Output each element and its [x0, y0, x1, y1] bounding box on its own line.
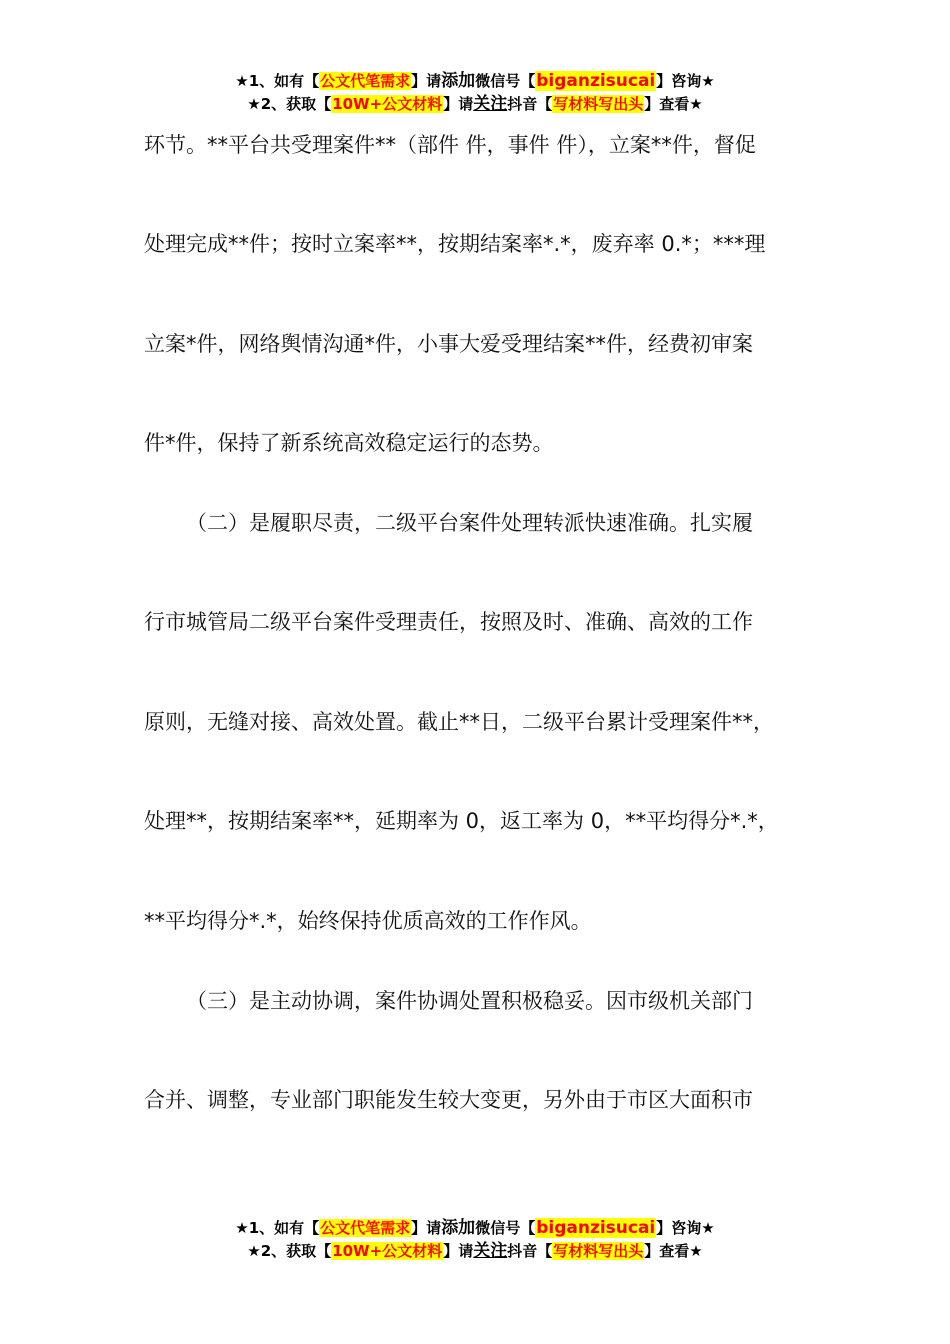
banner-emphasis: 关注 [473, 1241, 508, 1261]
body-line: 件*件，保持了新系统高效稳定运行的态势。 [144, 431, 554, 455]
banner-text: ★1、如有【 [235, 72, 320, 90]
banner-line-2 [0, 1240, 950, 1263]
banner-highlight: 写材料写出头 [553, 1242, 644, 1260]
banner-line-1 [0, 70, 950, 93]
banner-highlight: biganzisucai [536, 71, 656, 91]
banner-text: 】查看★ [644, 1242, 703, 1260]
body-line: **平均得分*.*，始终保持优质高效的工作作风。 [144, 909, 592, 933]
banner-highlight: 写材料写出头 [553, 95, 644, 113]
banner-text: ★2、获取【 [247, 95, 332, 113]
body-line: 处理**，按期结案率**，延期率为 0，返工率为 0，**平均得分*.*， [144, 809, 779, 833]
banner-text: 抖音【 [507, 1242, 553, 1260]
banner-text: ★1、如有【 [235, 1219, 320, 1237]
footer-banner [0, 1217, 950, 1263]
body-line: 原则，无缝对接、高效处置。截止**日，二级平台累计受理案件**， [144, 710, 774, 734]
banner-text: 】咨询★ [656, 72, 715, 90]
paragraph-start-line: （二）是履职尽责，二级平台案件处理转派快速准确。扎实履 [186, 511, 753, 535]
header-banner [0, 70, 950, 116]
paragraph-start-line: （三）是主动协调，案件协调处置积极稳妥。因市级机关部门 [186, 989, 753, 1013]
banner-highlight: 公文代笔需求 [320, 72, 411, 90]
banner-text: ★2、获取【 [247, 1242, 332, 1260]
body-line: 环节。**平台共受理案件**（部件 件，事件 件），立案**件，督促 [144, 133, 756, 157]
banner-text: 微信号【 [475, 72, 536, 90]
body-line: 行市城管局二级平台案件受理责任，按照及时、准确、高效的工作 [144, 610, 753, 634]
body-line: 合并、调整，专业部门职能发生较大变更，另外由于市区大面积市 [144, 1088, 753, 1112]
banner-text: 抖音【 [507, 95, 553, 113]
banner-highlight: biganzisucai [536, 1218, 656, 1238]
banner-emphasis: 关注 [473, 94, 508, 114]
banner-emphasis: 添加 [441, 1218, 476, 1238]
body-line: 处理完成**件；按时立案率**，按期结案率*.*，废弃率 0.*；***理 [144, 232, 766, 256]
banner-text: 微信号【 [475, 1219, 536, 1237]
banner-text: 】请 [411, 1219, 442, 1237]
body-line: 立案*件，网络舆情沟通*件，小事大爱受理结案**件，经费初审案 [144, 332, 753, 356]
banner-text: 】请 [443, 1242, 474, 1260]
banner-highlight: 10W+公文材料 [332, 95, 443, 113]
banner-text: 】查看★ [644, 95, 703, 113]
banner-text: 】请 [443, 95, 474, 113]
banner-highlight: 公文代笔需求 [320, 1219, 411, 1237]
banner-emphasis: 添加 [441, 71, 476, 91]
banner-line-2 [0, 93, 950, 116]
banner-text: 】咨询★ [656, 1219, 715, 1237]
banner-line-1 [0, 1217, 950, 1240]
banner-highlight: 10W+公文材料 [332, 1242, 443, 1260]
banner-text: 】请 [411, 72, 442, 90]
